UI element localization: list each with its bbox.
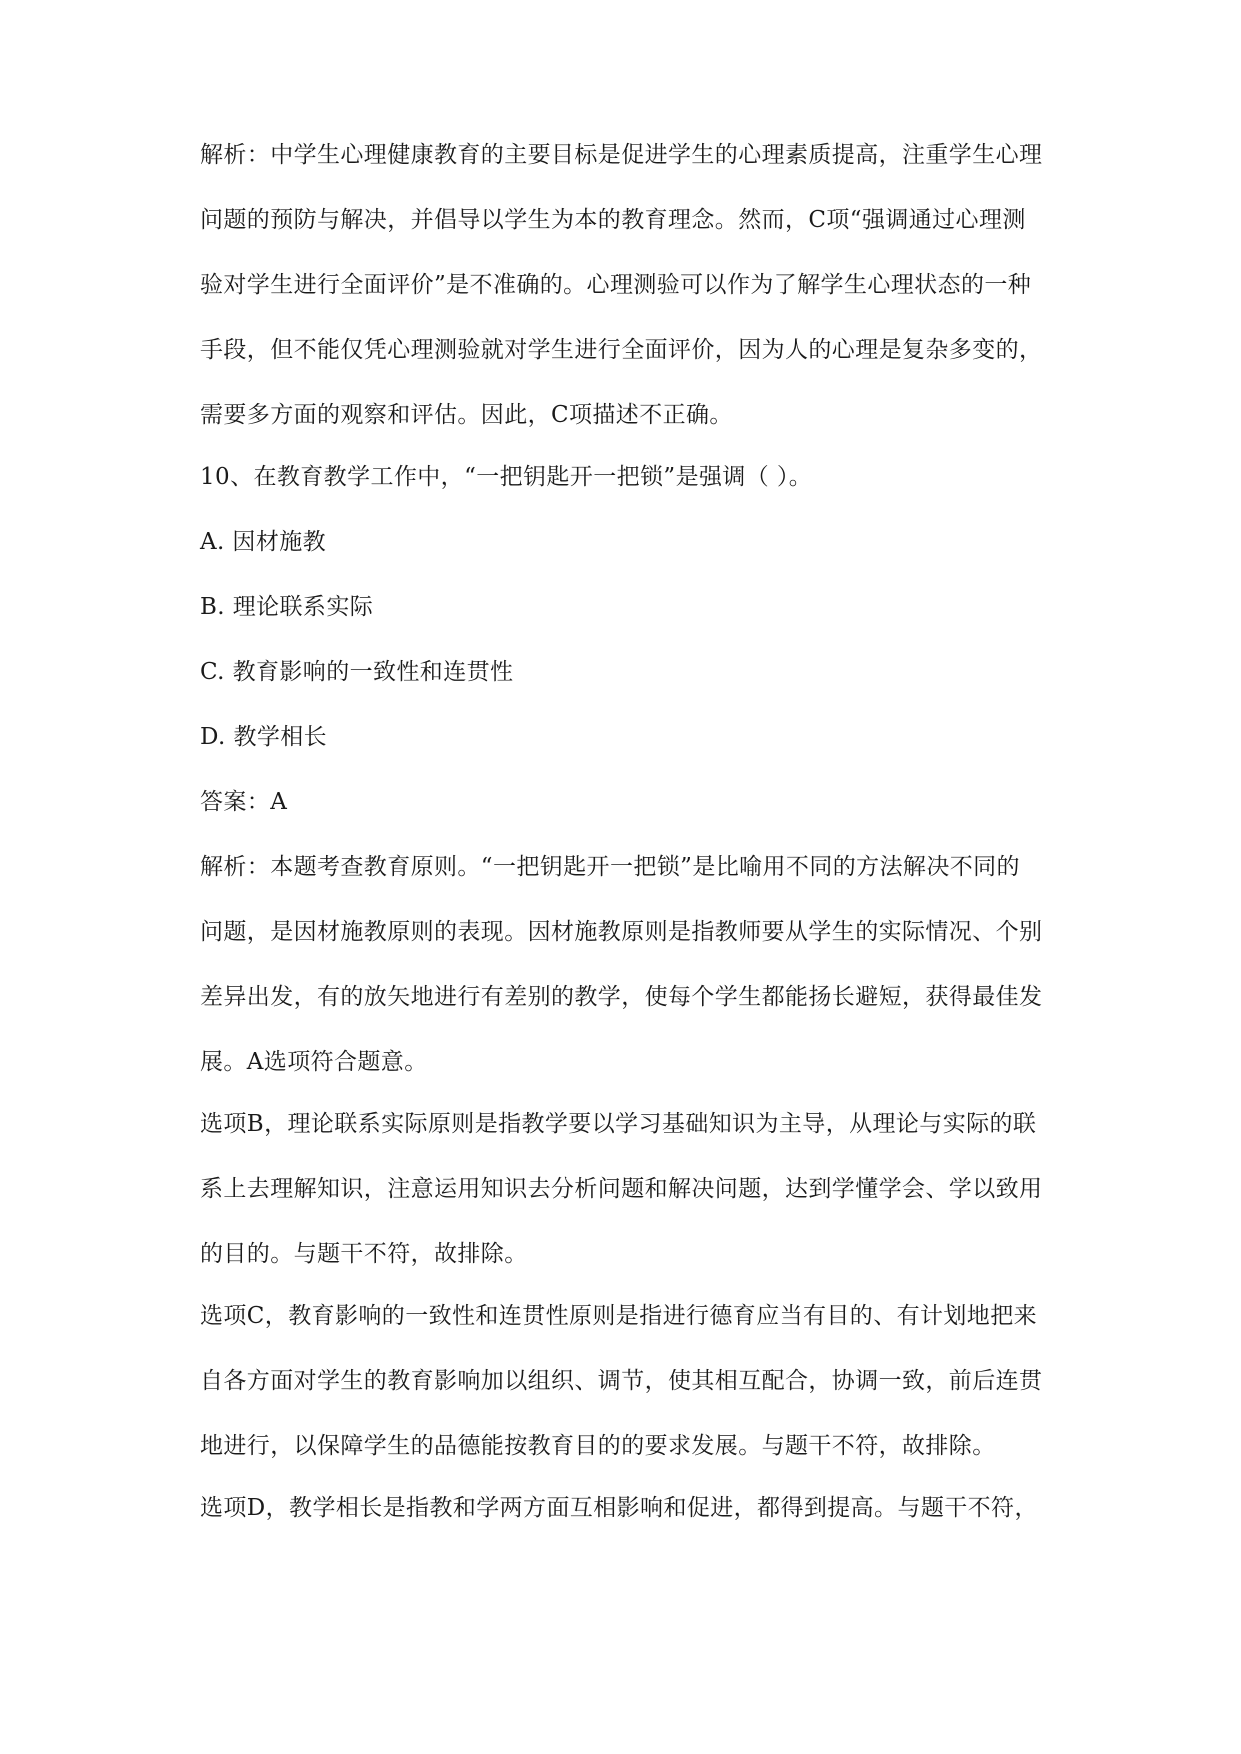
question-stem: 10、在教育教学工作中，“一把钥匙开一把锁”是强调（ ）。: [200, 464, 813, 490]
explanation-line: 选项D，教学相长是指教和学两方面互相影响和促进，都得到提高。与题干不符，: [200, 1495, 1038, 1521]
explanation-line: 自各方面对学生的教育影响加以组织、调节，使其相互配合，协调一致，前后连贯: [200, 1368, 1043, 1394]
analysis-line: 手段，但不能仅凭心理测验就对学生进行全面评价，因为人的心理是复杂多变的，: [200, 337, 1043, 363]
question-10: [200, 462, 1105, 817]
analysis-line: 问题的预防与解决，并倡导以学生为本的教育理念。然而，C项“强调通过心理测: [200, 207, 1026, 233]
analysis-paragraph-q9: [200, 140, 1105, 430]
option-d: D. 教学相长: [200, 724, 328, 750]
analysis-line: 验对学生进行全面评价”是不准确的。心理测验可以作为了解学生心理状态的一种: [200, 272, 1032, 298]
explanation-line: 系上去理解知识，注意运用知识去分析问题和解决问题，达到学懂学会、学以致用: [200, 1176, 1043, 1202]
analysis-line: 需要多方面的观察和评估。因此，C项描述不正确。: [200, 402, 733, 428]
analysis-line: 解析：中学生心理健康教育的主要目标是促进学生的心理素质提高，注重学生心理: [200, 142, 1043, 168]
analysis-line: 展。A选项符合题意。: [200, 1049, 428, 1075]
explanation-line: 的目的。与题干不符，故排除。: [200, 1241, 528, 1267]
analysis-line: 差异出发，有的放矢地进行有差别的教学，使每个学生都能扬长避短，获得最佳发: [200, 984, 1043, 1010]
option-a: A. 因材施教: [200, 529, 327, 555]
explanation-line: 地进行，以保障学生的品德能按教育目的的要求发展。与题干不符，故排除。: [200, 1433, 996, 1459]
option-b-explanation: [200, 1109, 1105, 1269]
analysis-line: 问题，是因材施教原则的表现。因材施教原则是指教师要从学生的实际情况、个别: [200, 919, 1043, 945]
explanation-line: 选项B，理论联系实际原则是指教学要以学习基础知识为主导，从理论与实际的联: [200, 1111, 1037, 1137]
analysis-line: 解析：本题考查教育原则。“一把钥匙开一把锁”是比喻用不同的方法解决不同的: [200, 854, 1020, 880]
explanation-line: 选项C，教育影响的一致性和连贯性原则是指进行德育应当有目的、有计划地把来: [200, 1303, 1037, 1329]
option-c: C. 教育影响的一致性和连贯性: [200, 659, 514, 685]
answer-line: 答案：A: [200, 789, 288, 815]
option-d-explanation: [200, 1493, 1105, 1523]
option-b: B. 理论联系实际: [200, 594, 374, 620]
option-c-explanation: [200, 1301, 1105, 1461]
page-content: [200, 140, 1105, 1558]
analysis-paragraph-q10: [200, 852, 1105, 1077]
